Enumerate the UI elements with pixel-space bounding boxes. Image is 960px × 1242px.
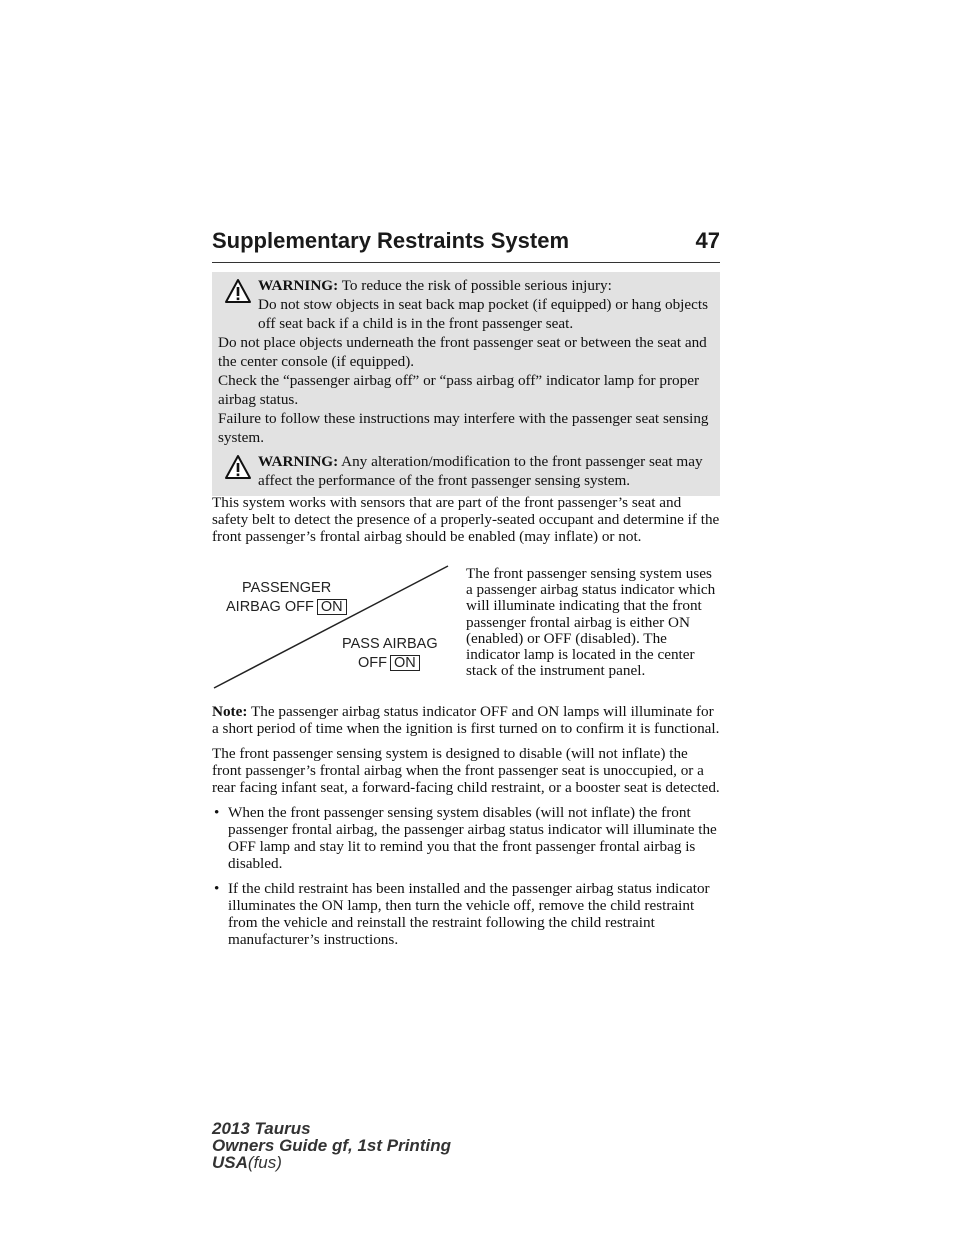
section-title: Supplementary Restraints System	[212, 228, 570, 253]
list-item-text: If the child restraint has been installed and the passenger airbag status indicator illuminates the ON lamp, then turn the vehicle off, remove the child restraint from the vehicle and reinstall the restraint following the child restraint manufacturer’s instructions.	[228, 880, 710, 948]
warning-line: Do not place objects underneath the front passenger seat or between the seat and the center console (if equipped).	[218, 334, 707, 370]
page-header	[212, 228, 720, 254]
disable-paragraph: The front passenger sensing system is designed to disable (will not inflate) the front passenger’s frontal airbag when the front passenger seat is unoccupied, or a rear facing infant seat, a forward-facing child restraint, or a booster seat is detected.	[212, 745, 720, 796]
warning-line: Check the “passenger airbag off” or “pass airbag off” indicator lamp for proper airbag status.	[218, 372, 700, 408]
intro-text: This system works with sensors that are part of the front passenger’s seat and safety belt to detect the presence of a properly-seated occupant and determine if the front passenger’s frontal airbag should be enabled (may inflate) or not.	[212, 494, 720, 545]
bullet-icon: •	[214, 804, 220, 821]
warning-text	[218, 452, 712, 490]
warning-lead	[218, 276, 712, 295]
passenger-label: PASSENGER	[242, 580, 332, 596]
document-footer	[212, 1120, 451, 1171]
warning-triangle-icon	[224, 278, 252, 304]
footer-line	[212, 1154, 451, 1171]
warning-label: WARNING:	[258, 277, 339, 294]
bullet-icon: •	[214, 880, 220, 897]
footer-line: Owners Guide gf, 1st Printing	[212, 1136, 451, 1155]
sensing-system-description: The front passenger sensing system uses a passenger airbag status indicator which will illuminate indicating that the front passenger frontal airbag is either ON (enabled) or OFF (disabled). The indicator lamp is located in the center stack of the instrument panel.	[466, 565, 716, 680]
pass-off-text: OFF	[358, 655, 387, 671]
warning-line: Do not stow objects in seat back map pocket (if equipped) or hang objects off seat back if a child is in the front passenger seat.	[258, 296, 709, 332]
main-content	[212, 703, 720, 956]
warning-lead-text: To reduce the risk of possible serious injury:	[341, 277, 612, 294]
airbag-off-text: AIRBAG OFF	[226, 599, 314, 615]
header-rule	[212, 262, 720, 263]
airbag-off-label	[226, 599, 347, 615]
page-number: 47	[695, 228, 720, 253]
list-item-text: When the front passenger sensing system disables (will not inflate) the front passenger frontal airbag, the passenger airbag status indicator will illuminate the OFF lamp and stay lit to remind you that the front passenger frontal airbag is disabled.	[228, 804, 717, 872]
note-label: Note:	[212, 703, 248, 720]
list-item	[212, 804, 720, 872]
intro-paragraph	[212, 494, 720, 553]
bullet-list	[212, 804, 720, 948]
warning-body: Any alteration/modification to the front passenger seat may affect the performance of the front passenger sensing system.	[258, 453, 703, 489]
on-lamp-box: ON	[390, 655, 420, 671]
warning-line: Failure to follow these instructions may interfere with the passenger seat sensing system.	[218, 410, 709, 446]
warning-label: WARNING:	[258, 453, 339, 470]
footer-line: 2013 Taurus	[212, 1119, 311, 1138]
warning-triangle-icon	[224, 454, 252, 480]
list-item	[212, 880, 720, 948]
pass-airbag-label: PASS AIRBAG	[342, 636, 438, 652]
pass-off-label	[358, 655, 420, 671]
footer-region-code: (fus)	[247, 1153, 282, 1172]
on-lamp-box: ON	[317, 599, 347, 615]
warning-box-seat-modification	[212, 448, 720, 496]
warning-box-seat-objects	[212, 272, 720, 453]
airbag-indicator-figure	[212, 564, 452, 690]
note-text: The passenger airbag status indicator OFF and ON lamps will illuminate for a short period of time when the ignition is first turned on to confirm it is functional.	[212, 703, 720, 737]
footer-region: USA	[212, 1153, 248, 1172]
note-paragraph	[212, 703, 720, 737]
